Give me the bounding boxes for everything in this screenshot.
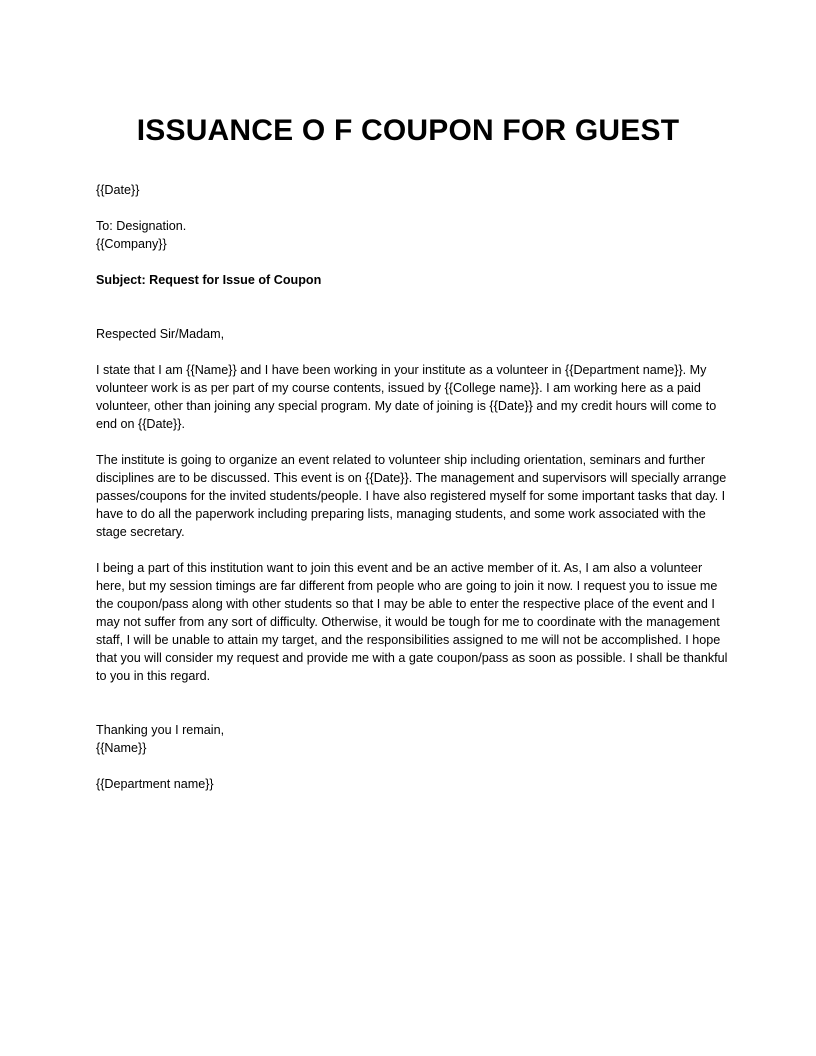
paragraph-volunteer-details: I state that I am {{Name}} and I have been working in your institute as a volunteer in {{Department name}}. My volunteer work is as per part of my course contents, issued by {{College name}}. I am working here as a paid volunteer, other than joining any special program. My date of joining is {{Date}} and my credit hours will come to end on {{Date}}. [96, 363, 717, 431]
paragraph-request: I being a part of this institution want to join this event and be an active member of it. As, I am also a volunteer here, but my session timings are far different from people who are going to join it now. I request you to issue me the coupon/pass along with other students so that I may be able to enter the respective place of the event and I may not suffer from any sort of difficulty. Otherwise, it would be tough for me to coordinate with the management staff, I will be unable to attain my target, and the responsibilities assigned to me will not be accomplished. I hope that you will consider my request and provide me with a gate coupon/pass as soon as possible. I shall be thankful to you in this regard. [96, 561, 728, 683]
letter-date: {{Date}} [96, 183, 140, 197]
spacer [96, 253, 728, 271]
signature-department: {{Department name}} [96, 777, 214, 791]
spacer [96, 541, 728, 559]
salutation: Respected Sir/Madam, [96, 327, 225, 341]
signature-name: {{Name}} [96, 741, 147, 755]
paragraph-event-details: The institute is going to organize an event related to volunteer ship including orientation, seminars and further disciplines are to be discussed. This event is on {{Date}}. The management and supervisors will specially arrange passes/coupons for the invited students/people. I have also registered myself for some important tasks that day. I have to do all the paperwork including preparing lists, managing students, and some work associated with the stage secretary. [96, 453, 727, 539]
spacer [96, 685, 728, 721]
spacer [96, 433, 728, 451]
closing-line: Thanking you I remain, [96, 723, 225, 737]
spacer [96, 199, 728, 217]
letter-body [96, 181, 728, 793]
spacer [96, 289, 728, 325]
spacer [96, 757, 728, 775]
spacer [96, 343, 728, 361]
document-title: ISSUANCE O F COUPON FOR GUEST [136, 114, 680, 147]
recipient-company: {{Company}} [96, 237, 167, 251]
recipient-designation: To: Designation. [96, 219, 187, 233]
letter-subject: Subject: Request for Issue of Coupon [96, 273, 322, 287]
